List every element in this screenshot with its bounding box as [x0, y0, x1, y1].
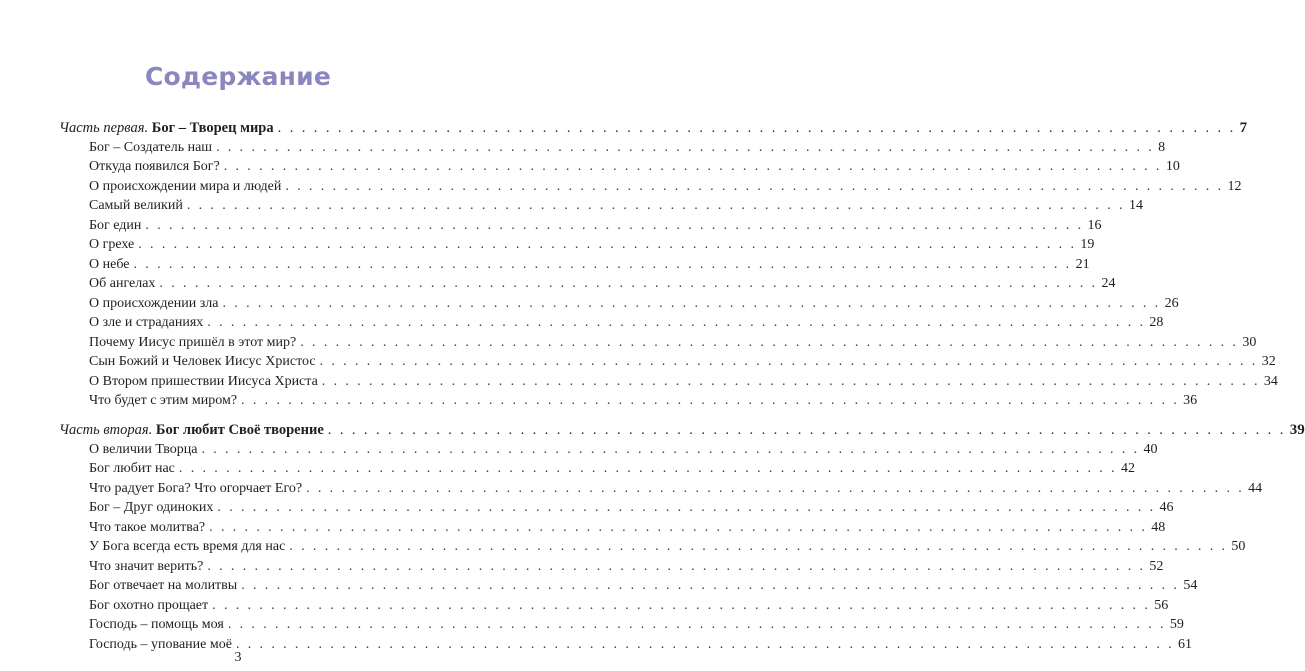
toc-page-number: 52 [1149, 559, 1164, 574]
dot-leader: . . . . . . . . . . . . . . . . . . . . . . . . . . . . . . . . . . . . . . . . . . . . . . . . . . . . . . . . . . . . . . . . . . . . . . . . . . . . . . . . [223, 159, 1162, 174]
toc-page-number: 28 [1149, 315, 1164, 330]
toc-page-number: 42 [1121, 461, 1135, 476]
dot-leader: . . . . . . . . . . . . . . . . . . . . . . . . . . . . . . . . . . . . . . . . . . . . . . . . . . . . . . . . . . . . . . . . . . . . . . . . . . . . . . . . [285, 179, 1224, 194]
toc-item[interactable] [89, 332, 1257, 352]
toc-item-title: Самый великий [89, 198, 183, 213]
toc-item[interactable] [89, 312, 1164, 332]
toc-item[interactable] [89, 478, 1263, 498]
toc-page-number: 8 [1158, 140, 1166, 155]
toc-page-number: 19 [1080, 237, 1095, 252]
toc-item[interactable] [89, 234, 1095, 254]
dot-leader: . . . . . . . . . . . . . . . . . . . . . . . . . . . . . . . . . . . . . . . . . . . . . . . . . . . . . . . . . . . . . . . . . . . . . . . . . . . . . . . . [306, 481, 1245, 496]
toc-item-title: Откуда появился Бог? [89, 159, 220, 174]
toc-item[interactable] [89, 536, 1246, 556]
toc-item-title: Бог – Друг одиноких [89, 500, 214, 515]
toc-item-title: Почему Иисус пришёл в этот мир? [89, 335, 297, 350]
toc-part-2[interactable] [59, 419, 1305, 439]
toc-item-title: О Втором пришествии Иисуса Христа [89, 374, 318, 389]
dot-leader: . . . . . . . . . . . . . . . . . . . . . . . . . . . . . . . . . . . . . . . . . . . . . . . . . . . . . . . . . . . . . . . . . . . . . . . . . . . . . . . . [235, 637, 1175, 652]
toc-page-number: 44 [1248, 481, 1263, 496]
toc-page-number: 50 [1231, 539, 1246, 554]
toc-item[interactable] [89, 575, 1198, 595]
dot-leader: . . . . . . . . . . . . . . . . . . . . . . . . . . . . . . . . . . . . . . . . . . . . . . . . . . . . . . . . . . . . . . . . . . . . . . . . . . . . . . . . [300, 335, 1239, 350]
page-number: 3 [234, 650, 242, 665]
page-title: Содержание [144, 62, 332, 91]
toc-item[interactable] [89, 390, 1198, 410]
toc-item-title: Что значит верить? [89, 559, 204, 574]
toc-page-number: 12 [1227, 179, 1242, 194]
dot-leader: . . . . . . . . . . . . . . . . . . . . . . . . . . . . . . . . . . . . . . . . . . . . . . . . . . . . . . . . . . . . . . . . . . . . . . . . . . . . . . . . [227, 617, 1166, 632]
toc-page-number: 46 [1159, 500, 1174, 515]
toc-page-number: 61 [1178, 637, 1193, 652]
toc-part-name: Бог любит Своё творение [155, 422, 324, 438]
toc-item[interactable] [89, 176, 1242, 196]
toc-part-label: Часть вторая. [59, 422, 153, 438]
dot-leader: . . . . . . . . . . . . . . . . . . . . . . . . . . . . . . . . . . . . . . . . . . . . . . . . . . . . . . . . . . . . . . . . . . . . . . . . . . . . . . . . [159, 276, 1098, 291]
toc-page-number: 16 [1087, 218, 1102, 233]
toc-page-number: 56 [1154, 598, 1169, 613]
toc-item-title: Господь – помощь моя [89, 617, 224, 632]
toc-item[interactable] [89, 195, 1143, 215]
dot-leader: . . . . . . . . . . . . . . . . . . . . . . . . . . . . . . . . . . . . . . . . . . . . . . . . . . . . . . . . . . . . . . . . . . . . . . . . . . . . . . . . [321, 374, 1260, 389]
toc-page-number: 10 [1165, 159, 1180, 174]
dot-leader: . . . . . . . . . . . . . . . . . . . . . . . . . . . . . . . . . . . . . . . . . . . . . . . . . . . . . . . . . . . . . . . . . . . . . . . . . . . . . . . . [201, 442, 1140, 457]
toc-part-heading [59, 119, 274, 137]
dot-leader: . . . . . . . . . . . . . . . . . . . . . . . . . . . . . . . . . . . . . . . . . . . . . . . . . . . . . . . . . . . . . . . . . . . . . . . . . . . . . . . . [207, 559, 1146, 574]
dot-leader: . . . . . . . . . . . . . . . . . . . . . . . . . . . . . . . . . . . . . . . . . . . . . . . . . . . . . . . . . . . . . . . . . . . . . . . . . . . . . . . . [207, 315, 1146, 330]
toc-item[interactable] [89, 371, 1278, 391]
toc-item[interactable] [89, 156, 1180, 176]
toc-item-title: О происхождении зла [89, 296, 219, 311]
toc-page-number: 26 [1164, 296, 1179, 311]
toc-page-number: 24 [1101, 276, 1116, 291]
dot-leader: . . . . . . . . . . . . . . . . . . . . . . . . . . . . . . . . . . . . . . . . . . . . . . . . . . . . . . . . . . . . . . . . . . . . . . . . . . . . . . . . [178, 461, 1117, 476]
toc-page-number: 14 [1128, 198, 1143, 213]
toc-page-number: 39 [1289, 422, 1305, 438]
toc-item-title: О происхождении мира и людей [89, 179, 282, 194]
toc-page-number: 54 [1183, 578, 1198, 593]
toc-part-1[interactable] [59, 117, 1248, 137]
toc-item[interactable] [89, 497, 1174, 517]
toc-page-number: 59 [1169, 617, 1184, 632]
toc-item[interactable] [89, 351, 1276, 371]
toc-item-title: Бог охотно прощает [89, 598, 209, 613]
dot-leader: . . . . . . . . . . . . . . . . . . . . . . . . . . . . . . . . . . . . . . . . . . . . . . . . . . . . . . . . . . . . . . . . . . . . . . . . . . . . . . . . [241, 578, 1180, 593]
toc-item-title: Что такое молитва? [89, 520, 206, 535]
toc-item-title: О грехе [89, 237, 135, 252]
dot-leader: . . . . . . . . . . . . . . . . . . . . . . . . . . . . . . . . . . . . . . . . . . . . . . . . . . . . . . . . . . . . . . . . . . . . . . . . . . . . . . . . [216, 140, 1155, 155]
toc-item[interactable] [89, 215, 1102, 235]
toc-part-heading [59, 421, 324, 439]
toc-item[interactable] [89, 614, 1184, 634]
toc-item[interactable] [89, 556, 1164, 576]
toc-item[interactable] [89, 254, 1090, 274]
toc-item-title: О величии Творца [89, 442, 198, 457]
toc-page-number: 48 [1151, 520, 1166, 535]
dot-leader: . . . . . . . . . . . . . . . . . . . . . . . . . . . . . . . . . . . . . . . . . . . . . . . . . . . . . . . . . . . . . . . . . . . . . . . . . . . . . . . . [209, 520, 1148, 535]
toc-item-title: Господь – упование моё [89, 637, 232, 652]
toc-item-title: Что радует Бога? Что огорчает Его? [89, 481, 303, 496]
toc-item[interactable] [89, 137, 1166, 157]
dot-leader: . . . . . . . . . . . . . . . . . . . . . . . . . . . . . . . . . . . . . . . . . . . . . . . . . . . . . . . . . . . . . . . . . . . . . . . . . . . . . . . . [289, 539, 1228, 554]
toc-item[interactable] [89, 293, 1179, 313]
toc-part-name: Бог – Творец мира [151, 120, 274, 136]
dot-leader: . . . . . . . . . . . . . . . . . . . . . . . . . . . . . . . . . . . . . . . . . . . . . . . . . . . . . . . . . . . . . . . . . . . . . . . . . . . . . . . . [217, 500, 1156, 515]
toc-page-number: 36 [1183, 393, 1198, 408]
toc-page-number: 32 [1261, 354, 1276, 369]
toc-page-number: 34 [1263, 374, 1278, 389]
toc-item-title: О небе [89, 257, 130, 272]
toc-item[interactable] [89, 273, 1116, 293]
toc-item-title: Бог – Создатель наш [89, 140, 213, 155]
toc-item-title: Об ангелах [89, 276, 156, 291]
toc-item[interactable] [89, 458, 1135, 478]
toc-item-title: Бог един [89, 218, 142, 233]
toc-item-title: Сын Божий и Человек Иисус Христос [89, 354, 316, 369]
dot-leader: . . . . . . . . . . . . . . . . . . . . . . . . . . . . . . . . . . . . . . . . . . . . . . . . . . . . . . . . . . . . . . . . . . . . . . . . . . . . . . . . [133, 257, 1072, 272]
toc-page-number: 30 [1242, 335, 1257, 350]
dot-leader: . . . . . . . . . . . . . . . . . . . . . . . . . . . . . . . . . . . . . . . . . . . . . . . . . . . . . . . . . . . . . . . . . . . . . . . . . . . . . . . . [327, 422, 1286, 438]
toc-item[interactable] [89, 439, 1158, 459]
toc-item-title: О зле и страданиях [89, 315, 204, 330]
dot-leader: . . . . . . . . . . . . . . . . . . . . . . . . . . . . . . . . . . . . . . . . . . . . . . . . . . . . . . . . . . . . . . . . . . . . . . . . . . . . . . . . [138, 237, 1077, 252]
toc-item[interactable] [89, 595, 1169, 615]
dot-leader: . . . . . . . . . . . . . . . . . . . . . . . . . . . . . . . . . . . . . . . . . . . . . . . . . . . . . . . . . . . . . . . . . . . . . . . . . . . . . . . . [277, 120, 1236, 136]
toc-item[interactable] [89, 517, 1166, 537]
toc-page-number: 21 [1075, 257, 1090, 272]
toc-page-number: 7 [1239, 120, 1248, 136]
toc-item-title: У Бога всегда есть время для нас [89, 539, 286, 554]
dot-leader: . . . . . . . . . . . . . . . . . . . . . . . . . . . . . . . . . . . . . . . . . . . . . . . . . . . . . . . . . . . . . . . . . . . . . . . . . . . . . . . . [186, 198, 1125, 213]
dot-leader: . . . . . . . . . . . . . . . . . . . . . . . . . . . . . . . . . . . . . . . . . . . . . . . . . . . . . . . . . . . . . . . . . . . . . . . . . . . . . . . . [222, 296, 1161, 311]
toc-part-label: Часть первая. [59, 120, 149, 136]
dot-leader: . . . . . . . . . . . . . . . . . . . . . . . . . . . . . . . . . . . . . . . . . . . . . . . . . . . . . . . . . . . . . . . . . . . . . . . . . . . . . . . . [145, 218, 1084, 233]
toc-page-number: 40 [1143, 442, 1158, 457]
dot-leader: . . . . . . . . . . . . . . . . . . . . . . . . . . . . . . . . . . . . . . . . . . . . . . . . . . . . . . . . . . . . . . . . . . . . . . . . . . . . . . . . [241, 393, 1180, 408]
toc-item-title: Бог любит нас [89, 461, 175, 476]
toc-item-title: Что будет с этим миром? [89, 393, 238, 408]
dot-leader: . . . . . . . . . . . . . . . . . . . . . . . . . . . . . . . . . . . . . . . . . . . . . . . . . . . . . . . . . . . . . . . . . . . . . . . . . . . . . . . . [212, 598, 1151, 613]
dot-leader: . . . . . . . . . . . . . . . . . . . . . . . . . . . . . . . . . . . . . . . . . . . . . . . . . . . . . . . . . . . . . . . . . . . . . . . . . . . . . . . . [319, 354, 1258, 369]
toc-item-title: Бог отвечает на молитвы [89, 578, 238, 593]
